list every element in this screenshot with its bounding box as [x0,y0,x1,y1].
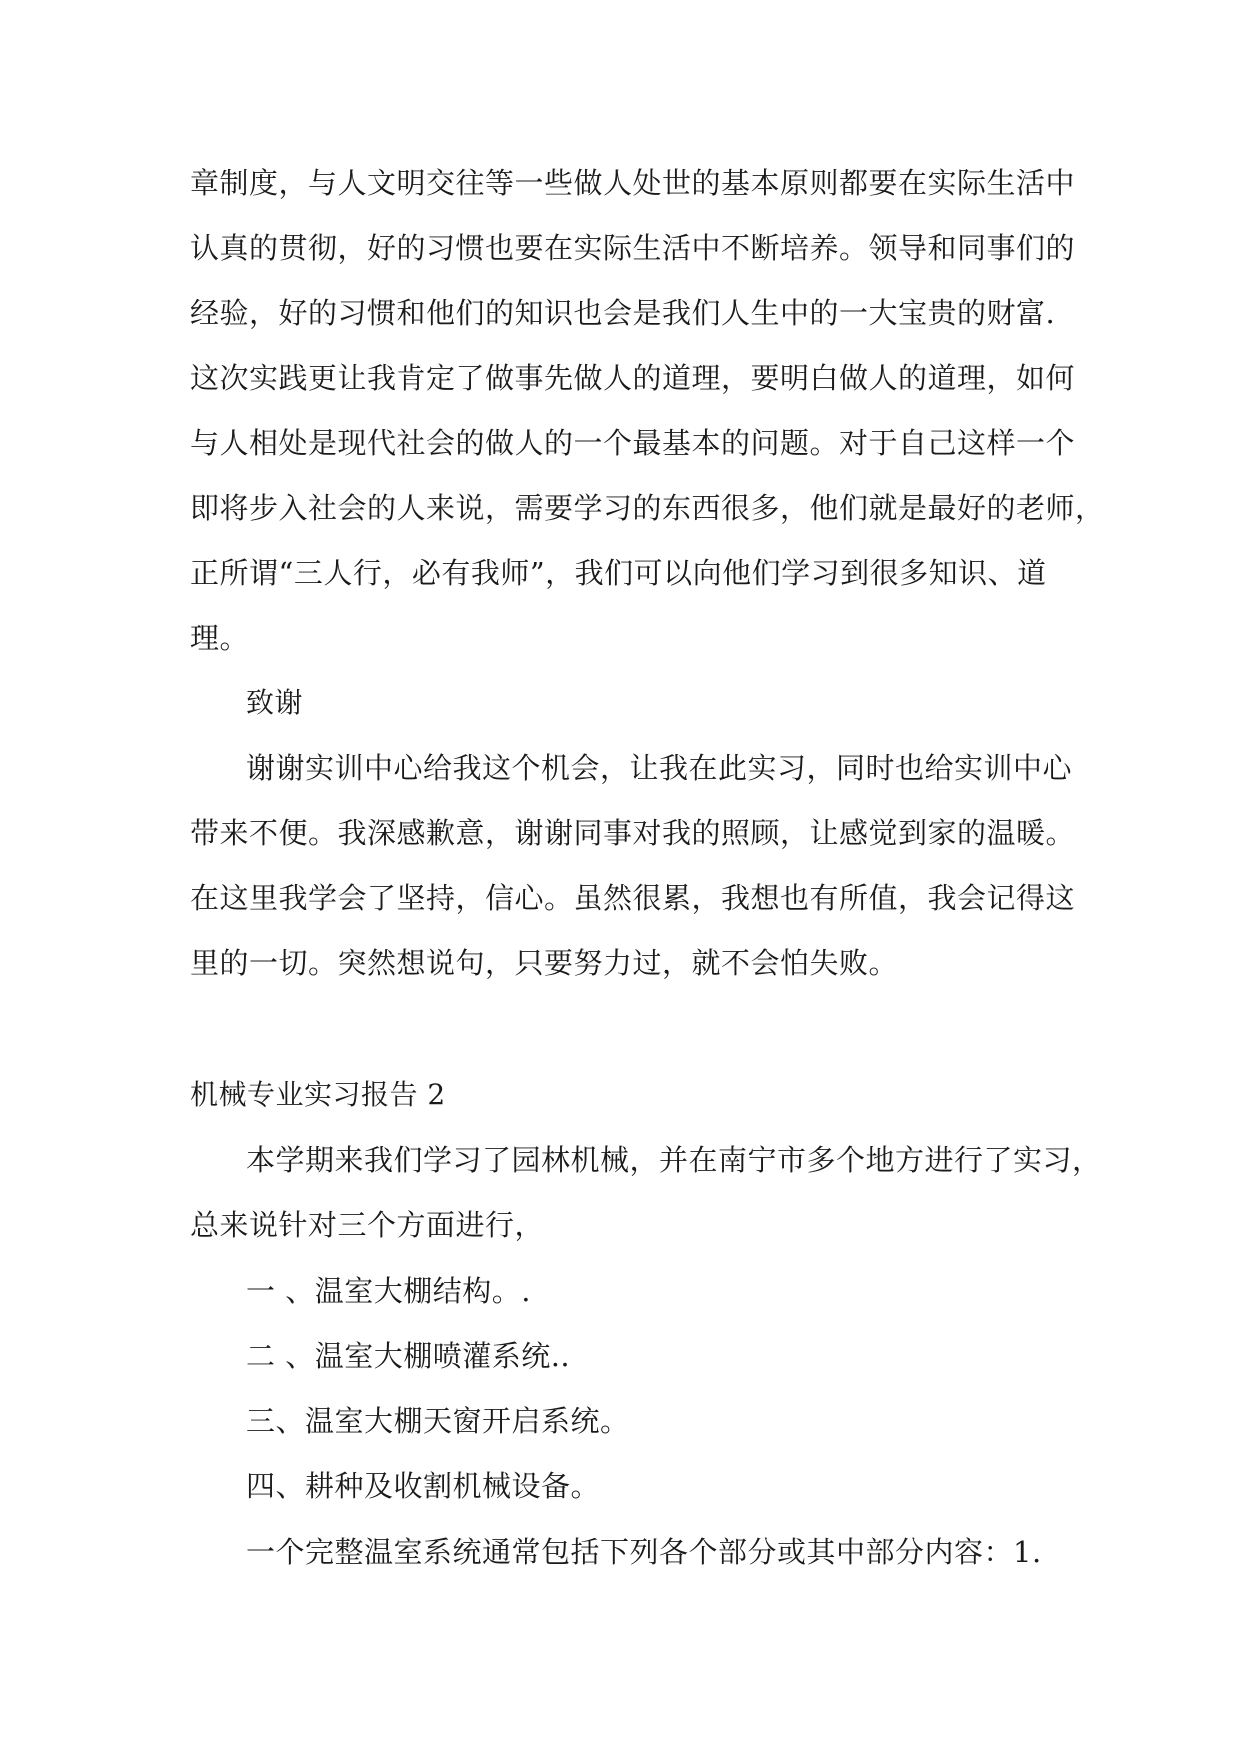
paragraph-1-line-4: 这次实践更让我肯定了做事先做人的道理，要明白做人的道理，如何 [190,361,1076,395]
paragraph-1-line-7: 正所谓“三人行，必有我师”，我们可以向他们学习到很多知识、道 [190,556,1047,590]
report-title: 机械专业实习报告 2 [190,1078,446,1111]
list-item-1: 一 、温室大棚结构。. [246,1274,531,1308]
list-item-4: 四、耕种及收割机械设备。 [246,1469,601,1503]
thanks-heading: 致谢 [246,686,304,719]
paragraph-3-line-2: 总来说针对三个方面进行， [190,1208,545,1242]
paragraph-1-line-3: 经验，好的习惯和他们的知识也会是我们人生中的一大宝贵的财富. [190,296,1056,330]
list-item-3: 三、温室大棚天窗开启系统。 [246,1404,630,1438]
paragraph-3-line-1: 本学期来我们学习了园林机械，并在南宁市多个地方进行了实习， [246,1143,1102,1177]
paragraph-2-line-2: 带来不便。我深感歉意，谢谢同事对我的照顾，让感觉到家的温暖。 [190,816,1076,850]
paragraph-1-line-8: 理。 [190,621,250,655]
paragraph-2-line-3: 在这里我学会了坚持，信心。虽然很累，我想也有所值，我会记得这 [190,881,1076,915]
last-line: 一个完整温室系统通常包括下列各个部分或其中部分内容：1. [246,1535,1042,1569]
paragraph-2-line-1: 谢谢实训中心给我这个机会，让我在此实习，同时也给实训中心 [246,751,1073,785]
paragraph-1-line-1: 章制度，与人文明交往等一些做人处世的基本原则都要在实际生活中 [190,166,1076,200]
paragraph-1-line-6: 即将步入社会的人来说，需要学习的东西很多，他们就是最好的老师， [190,491,1105,525]
paragraph-2-line-4: 里的一切。突然想说句，只要努力过，就不会怕失败。 [190,946,899,980]
list-item-2: 二 、温室大棚喷灌系统.. [246,1339,571,1373]
paragraph-1-line-2: 认真的贯彻，好的习惯也要在实际生活中不断培养。领导和同事们的 [190,231,1076,265]
paragraph-1-line-5: 与人相处是现代社会的做人的一个最基本的问题。对于自己这样一个 [190,426,1076,460]
